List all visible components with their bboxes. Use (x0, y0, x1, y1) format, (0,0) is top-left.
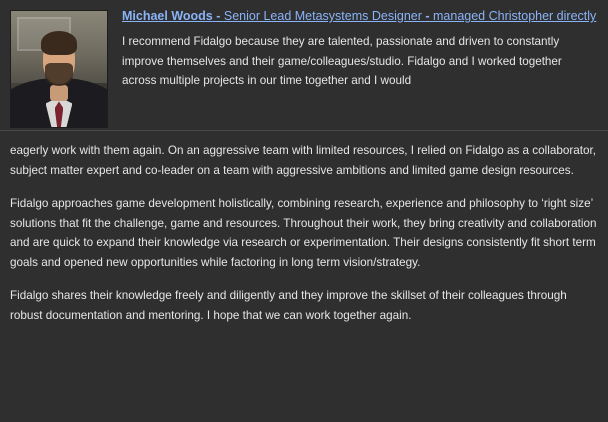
photo-hair (41, 31, 77, 55)
avatar (10, 10, 108, 128)
headline-separator-1: - (212, 9, 224, 23)
headline-separator-2: - (421, 9, 433, 23)
recommendation-header-block (0, 0, 608, 91)
recommendation-paragraph: eagerly work with them again. On an aggressive team with limited resources, I relied on Fidalgo as a collaborator, subject matter expert and co-leader on a team with aggressive ambitions and limited game design resources. (10, 144, 596, 177)
recommender-name: Michael Woods (122, 9, 213, 23)
recommender-title: Senior Lead Metasystems Designer (223, 9, 422, 23)
recommendation-paragraph: Fidalgo shares their knowledge freely and diligently and they improve the skillset of their colleagues through robust documentation and mentoring. I hope that we can work together again. (10, 289, 567, 322)
recommendation-body-block (0, 131, 608, 325)
photo-neck (50, 85, 67, 101)
recommendation-paragraph: Fidalgo approaches game development holistically, combining research, experience and philosophy to ‘right size’ solutions that fit the challenge, game and resources. Throughout their work, they bring creativity and collaboration and are quick to expand their knowledge via research or experimentation. Their designs consistently fit short term goals and opened new opportunities while factoring in long term vision/strategy. (10, 197, 597, 269)
recommender-relationship: managed Christopher directly (433, 9, 597, 23)
recommendation-intro-paragraph: I recommend Fidalgo because they are talented, passionate and driven to constantly improve themselves and their game/colleagues/studio. Fidalgo and I worked together across multiple projects in our time together and I would (122, 35, 562, 87)
